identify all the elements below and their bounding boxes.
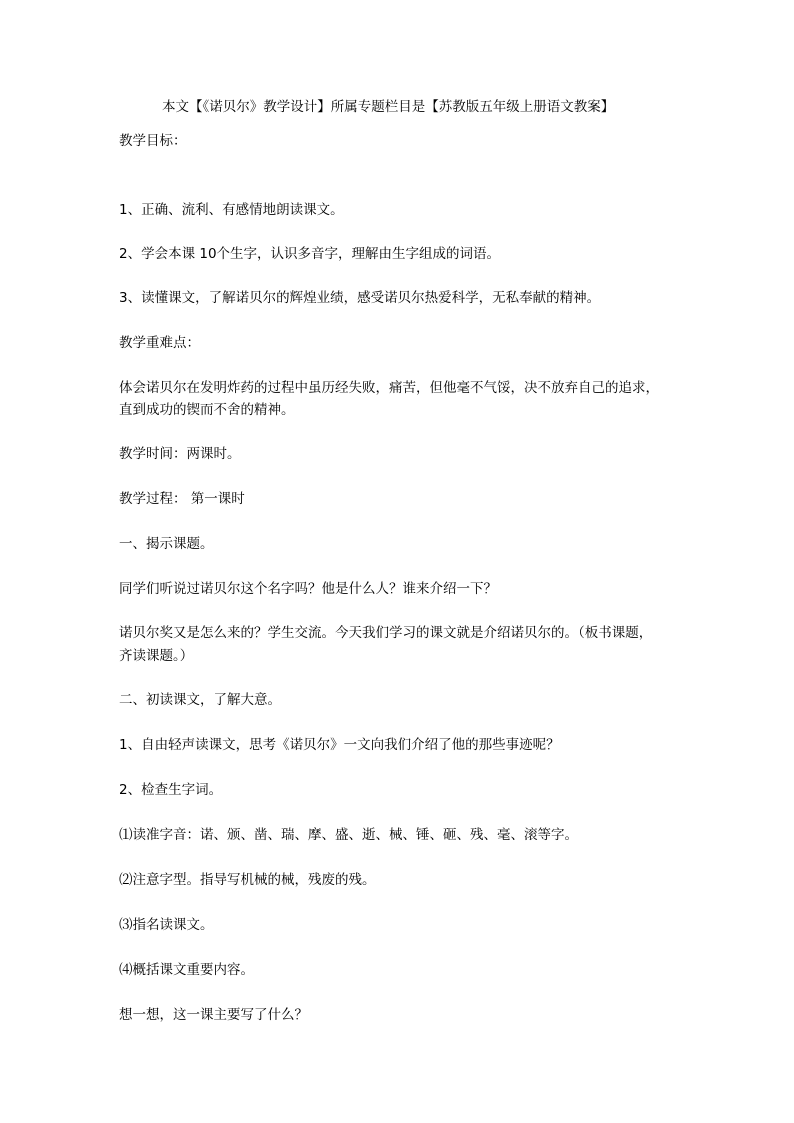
sub-step-2: ⑵注意字型。指导写机械的械，残废的残。 [119,872,376,888]
key-points-line-1: 体会诺贝尔在发明炸药的过程中虽历经失败，痛苦，但他毫不气馁，决不放弃自己的追求， [119,380,659,396]
objective-2: 2、学会本课 10个生字，认识多音字，理解由生字组成的词语。 [119,246,501,262]
question-1: 同学们听说过诺贝尔这个名字吗？他是什么人？谁来介绍一下？ [119,581,497,597]
sub-step-1: ⑴读准字音：诺、颁、凿、瑞、摩、盛、逝、械、锤、砸、残、毫、滚等字。 [119,827,578,843]
sub-step-3: ⑶指名读课文。 [119,917,214,933]
objective-3: 3、读懂课文，了解诺贝尔的辉煌业绩，感受诺贝尔热爱科学，无私奉献的精神。 [119,290,601,306]
teaching-time: 教学时间：两课时。 [119,446,241,462]
sub-step-4: ⑷概括课文重要内容。 [119,962,254,978]
teaching-process: 教学过程： 第一课时 [119,491,245,507]
section-1-title: 一、揭示课题。 [119,536,214,552]
think-question: 想一想，这一课主要写了什么？ [119,1007,308,1023]
question-2-line-1: 诺贝尔奖又是怎么来的？学生交流。今天我们学习的课文就是介绍诺贝尔的。（板书课题， [119,625,653,641]
step-2: 2、检查生字词。 [119,782,223,798]
key-points-title: 教学重难点： [119,335,200,351]
document-header: 本文【《诺贝尔》教学设计】所属专题栏目是【苏教版五年级上册语文教案】 [162,99,615,115]
question-2-line-2: 齐读课题。） [119,648,194,664]
section-2-title: 二、初读课文，了解大意。 [119,692,281,708]
objectives-title: 教学目标： [119,133,187,149]
objective-1: 1、正确、流利、有感情地朗读课文。 [119,202,344,218]
step-1: 1、自由轻声读课文，思考《诺贝尔》一文向我们介绍了他的那些事迹呢？ [119,737,560,753]
key-points-line-2: 直到成功的锲而不舍的精神。 [119,402,295,418]
